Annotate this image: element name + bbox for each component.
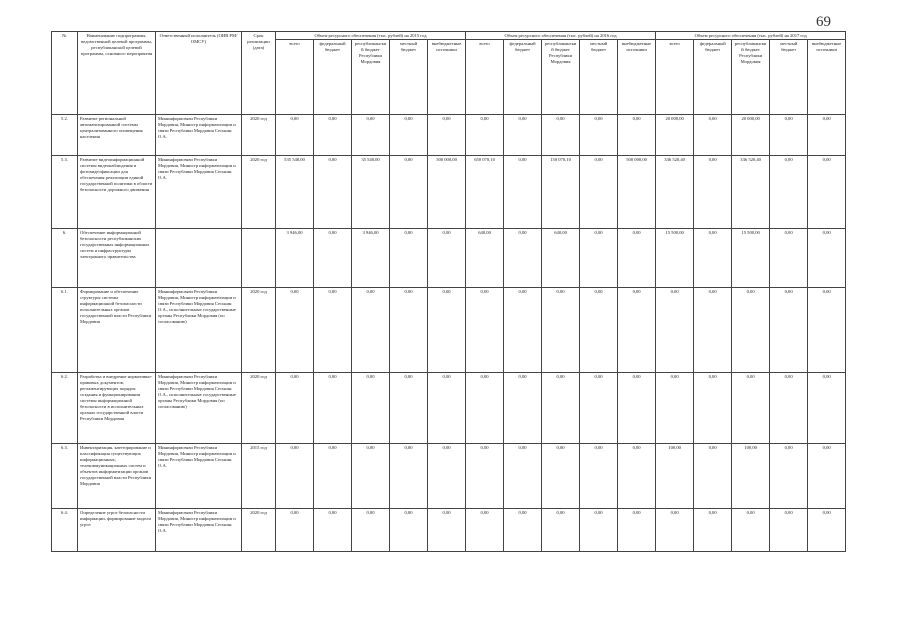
header-subcolumn: внебюджетные источники <box>618 40 656 115</box>
table-row <box>52 509 846 552</box>
header-subcolumn: республиканский бюджет Республики Мордовия <box>352 40 390 115</box>
row-value: 0,00 <box>466 444 504 509</box>
row-name: Обеспечение информационной безопасности республиканских государственных информационных систем и инфраструктуры электронного правительства <box>78 229 156 288</box>
row-value: 0,00 <box>466 373 504 444</box>
row-value: 0,00 <box>808 373 846 444</box>
row-value: 0,00 <box>694 156 732 229</box>
row-value: 0,00 <box>428 444 466 509</box>
row-value: 0,00 <box>276 509 314 552</box>
row-value: 0,00 <box>352 115 390 156</box>
row-value: 0,00 <box>504 115 542 156</box>
row-value: 15 500,00 <box>656 229 694 288</box>
row-value: 0,00 <box>808 288 846 373</box>
row-value: 0,00 <box>314 444 352 509</box>
row-number: 6.4. <box>52 509 78 552</box>
row-value: 20 000,00 <box>732 115 770 156</box>
row-value: 0,00 <box>656 509 694 552</box>
row-value: 0,00 <box>390 444 428 509</box>
row-value: 0,00 <box>314 229 352 288</box>
row-value: 0,00 <box>808 115 846 156</box>
page-number: 69 <box>816 14 831 30</box>
row-term <box>242 229 276 288</box>
row-value: 0,00 <box>390 288 428 373</box>
row-value: 0,00 <box>390 115 428 156</box>
header-subcolumn: всего <box>466 40 504 115</box>
row-value: 0,00 <box>314 156 352 229</box>
table-row <box>52 115 846 156</box>
header-subcolumn: внебюджетные источники <box>428 40 466 115</box>
row-value: 0,00 <box>352 373 390 444</box>
row-name: Инвентаризация, категорирование и классификация существующих информационных, телекоммуникационных систем и объектов информатизации органов государственной власти Республики Мордовия <box>78 444 156 509</box>
header-name: Наименование подпрограммы, ведомственной целевой программы, республиканской целевой программы, основного мероприятия <box>78 32 156 115</box>
row-value: 500 000,00 <box>428 156 466 229</box>
row-term: 2020 год <box>242 156 276 229</box>
row-value: 0,00 <box>618 229 656 288</box>
row-value: 0,00 <box>542 444 580 509</box>
row-value: 0,00 <box>770 288 808 373</box>
table-row <box>52 373 846 444</box>
row-value: 0,00 <box>618 115 656 156</box>
row-executor: Мининформсвязи Республики Мордовия, Министр информатизации и связи Республики Мордовия Сеськин О.А. <box>156 509 242 552</box>
row-value: 0,00 <box>770 444 808 509</box>
row-value: 0,00 <box>618 288 656 373</box>
header-subcolumn: местный бюджет <box>580 40 618 115</box>
row-value: 0,00 <box>694 115 732 156</box>
row-value: 0,00 <box>732 509 770 552</box>
row-value: 0,00 <box>770 156 808 229</box>
row-value: 0,00 <box>314 288 352 373</box>
row-number: 6.2. <box>52 373 78 444</box>
row-value: 640,00 <box>466 229 504 288</box>
row-value: 650 070,10 <box>466 156 504 229</box>
row-value: 535 548,00 <box>276 156 314 229</box>
row-value: 336 520,40 <box>732 156 770 229</box>
table-row <box>52 229 846 288</box>
row-value: 0,00 <box>618 373 656 444</box>
row-executor: Мининформсвязи Республики Мордовия, Министр информатизации и связи Республики Мордовия Сеськин О.А., исполнительные государственные органы Республики Мордовия (по согласованию) <box>156 373 242 444</box>
row-value: 0,00 <box>314 115 352 156</box>
row-value: 0,00 <box>504 444 542 509</box>
row-value: 0,00 <box>542 373 580 444</box>
row-value: 0,00 <box>808 509 846 552</box>
row-value: 0,00 <box>694 288 732 373</box>
row-value: 0,00 <box>428 115 466 156</box>
row-value: 0,00 <box>694 373 732 444</box>
row-name: Развитие видеоинформационной системы видеонаблюдения и фотовидеофиксации для обеспечения реализации единой государственной политики в области безопасности дорожного движения <box>78 156 156 229</box>
row-value: 0,00 <box>504 509 542 552</box>
row-value: 0,00 <box>504 288 542 373</box>
row-value: 0,00 <box>580 373 618 444</box>
row-value: 0,00 <box>542 288 580 373</box>
row-value: 0,00 <box>276 373 314 444</box>
row-value: 0,00 <box>580 115 618 156</box>
header-subcolumn: всего <box>276 40 314 115</box>
row-executor: Мининформсвязи Республики Мордовия, Министр информатизации и связи Республики Мордовия Сеськин О.А. <box>156 444 242 509</box>
row-value: 0,00 <box>390 373 428 444</box>
row-value: 0,00 <box>542 115 580 156</box>
row-value: 0,00 <box>732 373 770 444</box>
row-value: 150 070,10 <box>542 156 580 229</box>
header-subcolumn: федеральный бюджет <box>694 40 732 115</box>
header-subcolumn: всего <box>656 40 694 115</box>
row-number: 6.3. <box>52 444 78 509</box>
row-value: 0,00 <box>770 115 808 156</box>
row-value: 0,00 <box>276 288 314 373</box>
header-subcolumn: республиканский бюджет Республики Мордовия <box>732 40 770 115</box>
row-name: Формирование и обеспечение структуры системы информационной безопасности исполнительных органов государственной власти Республики Мордовия <box>78 288 156 373</box>
row-value: 0,00 <box>428 229 466 288</box>
row-name: Развитие региональной автоматизированной системы централизованного оповещения населения <box>78 115 156 156</box>
row-value: 0,00 <box>466 288 504 373</box>
row-value: 100,00 <box>656 444 694 509</box>
row-value: 0,00 <box>580 509 618 552</box>
row-name: Разработка и внедрение нормативно-правовых документов, регламентирующих порядок создания и функционирования системы информационной безопасности в исполнительных органах государственной власти Республики Мордовия <box>78 373 156 444</box>
row-term: 2020 год <box>242 509 276 552</box>
row-value: 0,00 <box>314 373 352 444</box>
row-value: 0,00 <box>276 444 314 509</box>
row-term: 2020 год <box>242 288 276 373</box>
header-subcolumn: республиканский бюджет Республики Мордовия <box>542 40 580 115</box>
header-group-2016: Объем ресурсного обеспечения (тыс. рублей) на 2016 год <box>466 32 656 40</box>
row-number: 5.3. <box>52 156 78 229</box>
row-value: 100,00 <box>732 444 770 509</box>
row-value: 20 000,00 <box>656 115 694 156</box>
row-value: 15 500,00 <box>732 229 770 288</box>
row-number: 5.2. <box>52 115 78 156</box>
row-value: 336 520,40 <box>656 156 694 229</box>
budget-table <box>51 31 846 552</box>
row-value: 0,00 <box>504 156 542 229</box>
row-executor: Мининформсвязи Республики Мордовия, Министр информатизации и связи Республики Мордовия Сеськин О.А. <box>156 115 242 156</box>
header-subcolumn: внебюджетные источники <box>808 40 846 115</box>
row-value: 0,00 <box>580 444 618 509</box>
row-value: 0,00 <box>428 509 466 552</box>
header-subcolumn: федеральный бюджет <box>314 40 352 115</box>
row-value: 0,00 <box>732 288 770 373</box>
row-value: 0,00 <box>504 229 542 288</box>
row-value: 0,00 <box>390 229 428 288</box>
row-value: 0,00 <box>808 156 846 229</box>
row-value: 0,00 <box>276 115 314 156</box>
row-value: 0,00 <box>770 509 808 552</box>
row-value: 0,00 <box>770 229 808 288</box>
row-value: 0,00 <box>618 509 656 552</box>
row-value: 0,00 <box>352 444 390 509</box>
row-value: 0,00 <box>808 229 846 288</box>
row-value: 0,00 <box>694 229 732 288</box>
header-subcolumn: местный бюджет <box>770 40 808 115</box>
row-executor: Мининформсвязи Республики Мордовия, Министр информатизации и связи Республики Мордовия Сеськин О.А., исполнительные государственные органы Республики Мордовия (по согласованию) <box>156 288 242 373</box>
row-value: 0,00 <box>808 444 846 509</box>
row-value: 0,00 <box>504 373 542 444</box>
header-group-2017: Объем ресурсного обеспечения (тыс. рублей) на 2017 год <box>656 32 846 40</box>
row-number: 6.1. <box>52 288 78 373</box>
header-group-2015: Объем ресурсного обеспечения (тыс. рублей) на 2015 год <box>276 32 466 40</box>
header-executor: Ответственный исполнитель (ОИВ РМ/ОМСУ) <box>156 32 242 115</box>
header-term: Срок реализации (дата) <box>242 32 276 115</box>
row-value: 0,00 <box>466 115 504 156</box>
header-subcolumn: местный бюджет <box>390 40 428 115</box>
row-value: 0,00 <box>656 373 694 444</box>
row-value: 0,00 <box>656 288 694 373</box>
row-value: 0,00 <box>466 509 504 552</box>
row-value: 0,00 <box>618 444 656 509</box>
header-subcolumn: федеральный бюджет <box>504 40 542 115</box>
row-executor: Мининформсвязи Республики Мордовия, Министр информатизации и связи Республики Мордовия Сеськин О.А. <box>156 156 242 229</box>
row-value: 0,00 <box>390 156 428 229</box>
row-value: 0,00 <box>580 288 618 373</box>
table-row <box>52 288 846 373</box>
table-row <box>52 444 846 509</box>
row-value: 0,00 <box>694 444 732 509</box>
row-term: 2020 год <box>242 115 276 156</box>
row-number: 6. <box>52 229 78 288</box>
table-row <box>52 156 846 229</box>
header-num: № <box>52 32 78 115</box>
row-value: 0,00 <box>390 509 428 552</box>
row-value: 640,00 <box>542 229 580 288</box>
row-value: 0,00 <box>314 509 352 552</box>
row-value: 0,00 <box>542 509 580 552</box>
row-value: 0,00 <box>428 373 466 444</box>
row-value: 0,00 <box>580 229 618 288</box>
row-term: 2020 год <box>242 373 276 444</box>
row-name: Определение угроз безопасности информации, формирование модели угроз <box>78 509 156 552</box>
row-term: 2015 год <box>242 444 276 509</box>
row-value: 35 548,00 <box>352 156 390 229</box>
row-value: 0,00 <box>352 288 390 373</box>
row-value: 3 946,00 <box>276 229 314 288</box>
row-value: 0,00 <box>428 288 466 373</box>
row-executor <box>156 229 242 288</box>
row-value: 0,00 <box>694 509 732 552</box>
row-value: 3 946,00 <box>352 229 390 288</box>
row-value: 0,00 <box>352 509 390 552</box>
row-value: 0,00 <box>770 373 808 444</box>
row-value: 0,00 <box>580 156 618 229</box>
row-value: 500 000,00 <box>618 156 656 229</box>
